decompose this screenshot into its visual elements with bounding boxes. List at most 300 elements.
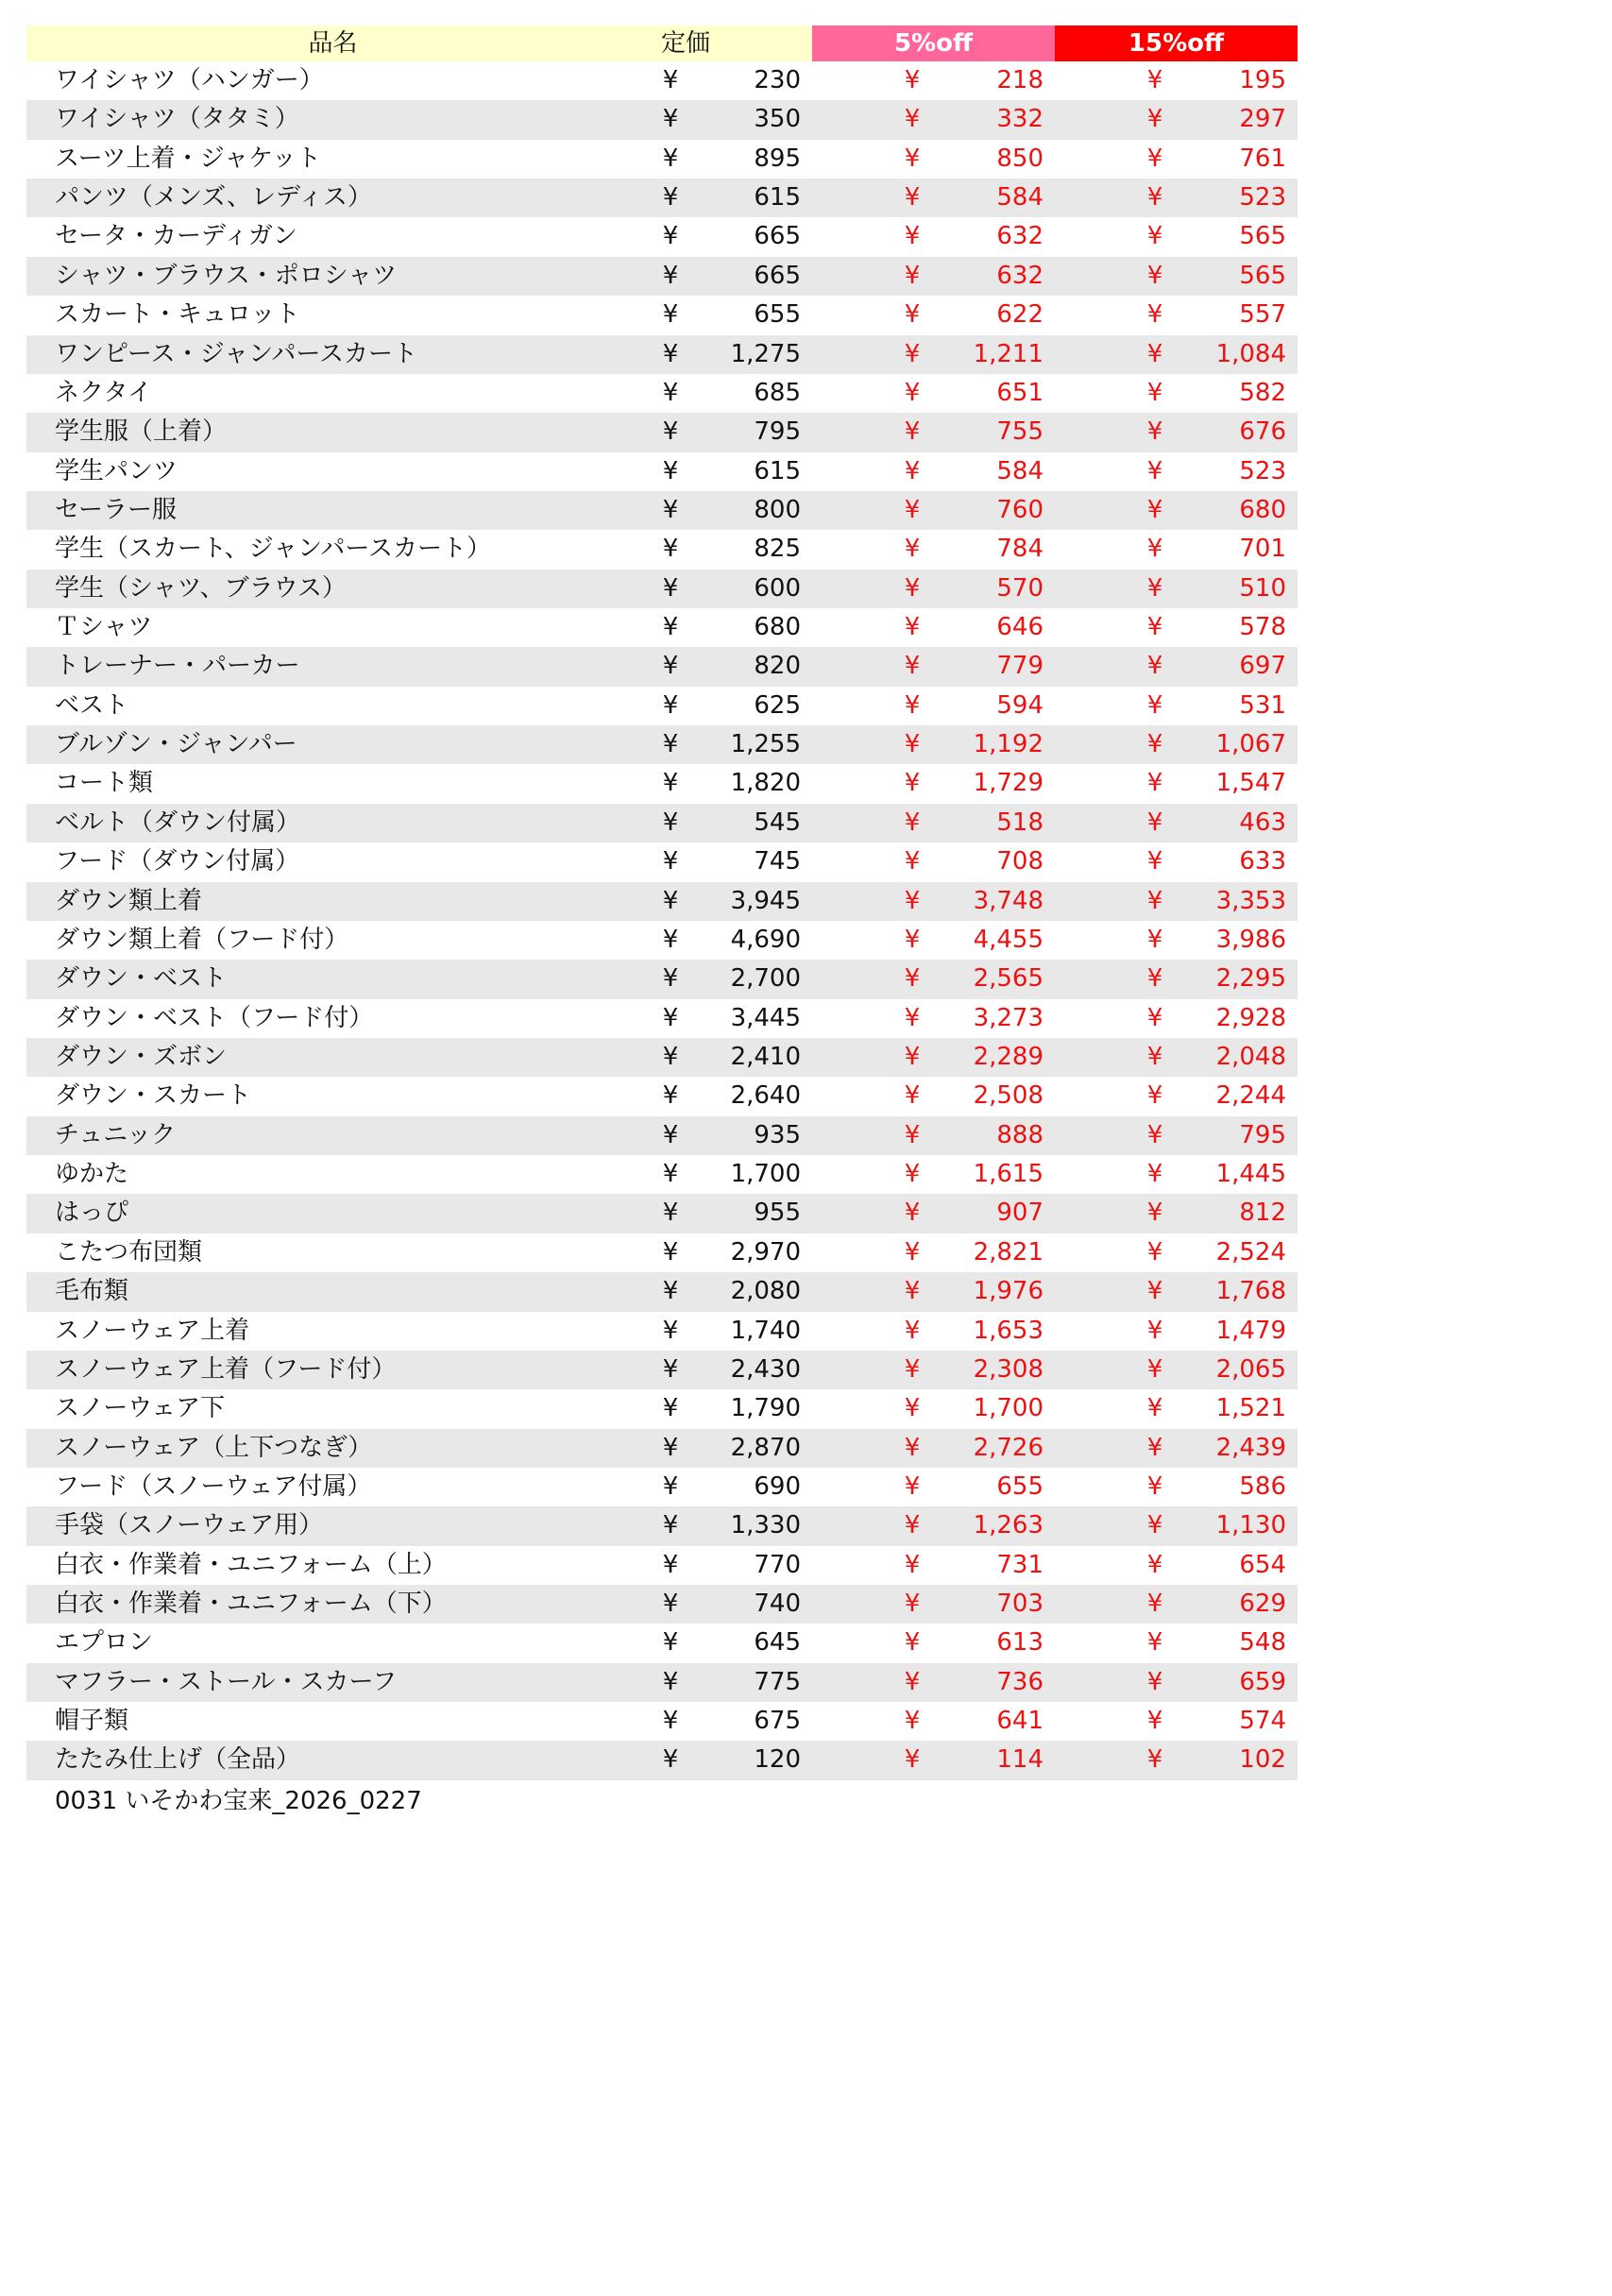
yen-symbol: ¥ [662, 144, 679, 173]
price-5-off-value: 760 [996, 495, 1044, 524]
price-15-off-value: 548 [1239, 1628, 1286, 1658]
table-row [26, 257, 1298, 296]
price-5-off-cell [812, 1429, 1055, 1468]
item-name: スノーウェア（上下つなぎ） [55, 1433, 373, 1462]
list-price-value: 1,275 [730, 339, 801, 368]
list-price-value: 680 [754, 613, 801, 642]
price-15-off-value: 102 [1239, 1745, 1286, 1775]
price-15-off-value: 1,521 [1215, 1394, 1286, 1423]
yen-symbol: ¥ [662, 1237, 679, 1267]
yen-symbol: ¥ [1146, 300, 1163, 330]
yen-symbol: ¥ [1146, 847, 1163, 876]
item-name: フード（ダウン付属） [55, 847, 300, 876]
list-price-cell [658, 1702, 812, 1741]
yen-symbol: ¥ [1146, 964, 1163, 994]
yen-symbol: ¥ [662, 339, 679, 368]
yen-symbol: ¥ [904, 495, 921, 524]
price-5-off-value: 2,726 [973, 1433, 1044, 1462]
price-5-off-value: 2,508 [973, 1081, 1044, 1111]
list-price-cell [658, 1038, 812, 1077]
price-5-off-value: 1,700 [973, 1394, 1044, 1423]
item-name: シャツ・ブラウス・ポロシャツ [55, 261, 398, 290]
price-15-off-value: 582 [1239, 378, 1286, 407]
yen-symbol: ¥ [904, 1707, 921, 1736]
price-5-off-cell [812, 100, 1055, 139]
price-5-off-cell [812, 1116, 1055, 1155]
item-name: チュニック [55, 1120, 177, 1149]
yen-symbol: ¥ [662, 1120, 679, 1149]
item-name: たたみ仕上げ（全品） [55, 1745, 301, 1775]
price-15-off-cell [1055, 140, 1298, 179]
table-row [26, 374, 1298, 413]
list-price-value: 955 [754, 1199, 801, 1228]
table-row [26, 491, 1298, 530]
list-price-value: 655 [754, 300, 801, 330]
table-row [26, 1194, 1298, 1233]
yen-symbol: ¥ [904, 378, 921, 407]
table-row [26, 999, 1298, 1038]
list-price-value: 1,740 [730, 1316, 801, 1345]
yen-symbol: ¥ [1146, 1160, 1163, 1189]
price-5-off-cell [812, 687, 1055, 725]
yen-symbol: ¥ [904, 66, 921, 94]
item-name: ネクタイ [55, 378, 152, 407]
yen-symbol: ¥ [662, 417, 679, 447]
yen-symbol: ¥ [904, 1433, 921, 1462]
item-name: スーツ上着・ジャケット [55, 144, 321, 173]
yen-symbol: ¥ [1146, 183, 1163, 213]
list-price-value: 2,080 [730, 1277, 801, 1306]
yen-symbol: ¥ [1146, 808, 1163, 837]
yen-symbol: ¥ [904, 573, 921, 603]
table-row [26, 140, 1298, 179]
yen-symbol: ¥ [1146, 456, 1163, 485]
price-5-off-value: 641 [996, 1707, 1044, 1736]
price-5-off-cell [812, 1312, 1055, 1351]
price-15-off-value: 654 [1239, 1550, 1286, 1579]
price-5-off-value: 613 [996, 1628, 1044, 1658]
yen-symbol: ¥ [904, 1745, 921, 1775]
price-5-off-cell [812, 257, 1055, 296]
price-5-off-value: 646 [996, 613, 1044, 642]
list-price-value: 645 [754, 1628, 801, 1658]
price-5-off-cell [812, 296, 1055, 334]
price-5-off-value: 755 [996, 417, 1044, 447]
price-15-off-cell [1055, 842, 1298, 881]
list-price-value: 120 [754, 1745, 801, 1775]
yen-symbol: ¥ [662, 886, 679, 915]
table-row [26, 687, 1298, 725]
price-5-off-cell [812, 217, 1055, 256]
yen-symbol: ¥ [904, 300, 921, 330]
item-name: 毛布類 [55, 1277, 129, 1306]
price-5-off-cell [812, 491, 1055, 530]
price-15-off-value: 680 [1239, 495, 1286, 524]
price-5-off-value: 2,308 [973, 1354, 1044, 1384]
price-5-off-cell [812, 999, 1055, 1038]
item-name: ブルゾン・ジャンパー [55, 730, 297, 759]
table-row [26, 217, 1298, 256]
price-5-off-value: 708 [996, 847, 1044, 876]
yen-symbol: ¥ [1146, 1199, 1163, 1228]
list-price-cell [658, 530, 812, 569]
yen-symbol: ¥ [1146, 66, 1163, 94]
price-5-off-cell [812, 882, 1055, 921]
item-name: こたつ布団類 [55, 1237, 203, 1267]
yen-symbol: ¥ [904, 613, 921, 642]
list-price-value: 2,970 [730, 1237, 801, 1267]
price-15-off-value: 565 [1239, 222, 1286, 251]
price-15-off-cell [1055, 687, 1298, 725]
price-5-off-cell [812, 960, 1055, 998]
list-price-cell [658, 374, 812, 413]
table-row [26, 1312, 1298, 1351]
header-5-percent-off: 5%off [812, 26, 1055, 61]
price-15-off-value: 557 [1239, 300, 1286, 330]
list-price-cell [658, 570, 812, 608]
price-5-off-cell [812, 1233, 1055, 1272]
price-5-off-cell [812, 335, 1055, 374]
list-price-cell [658, 1272, 812, 1311]
yen-symbol: ¥ [662, 1199, 679, 1228]
price-5-off-cell [812, 1038, 1055, 1077]
price-15-off-value: 1,067 [1215, 730, 1286, 759]
list-price-cell [658, 1506, 812, 1545]
price-15-off-value: 629 [1239, 1590, 1286, 1619]
price-15-off-cell [1055, 61, 1298, 100]
list-price-value: 1,790 [730, 1394, 801, 1423]
item-name: フード（スノーウェア付属） [55, 1471, 372, 1501]
yen-symbol: ¥ [1146, 144, 1163, 173]
list-price-cell [658, 1312, 812, 1351]
list-price-cell [658, 257, 812, 296]
list-price-value: 615 [754, 183, 801, 213]
price-15-off-cell [1055, 608, 1298, 647]
list-price-cell [658, 608, 812, 647]
price-15-off-value: 523 [1239, 456, 1286, 485]
yen-symbol: ¥ [904, 847, 921, 876]
list-price-value: 800 [754, 495, 801, 524]
price-15-off-cell [1055, 1272, 1298, 1311]
list-price-cell [658, 452, 812, 491]
list-price-cell [658, 1429, 812, 1468]
yen-symbol: ¥ [662, 652, 679, 681]
yen-symbol: ¥ [662, 535, 679, 564]
list-price-cell [658, 1389, 812, 1428]
price-5-off-value: 1,976 [973, 1277, 1044, 1306]
price-5-off-value: 584 [996, 456, 1044, 485]
yen-symbol: ¥ [662, 1354, 679, 1384]
list-price-cell [658, 1155, 812, 1194]
yen-symbol: ¥ [904, 144, 921, 173]
table-row [26, 960, 1298, 998]
price-5-off-cell [812, 1155, 1055, 1194]
price-15-off-value: 701 [1239, 535, 1286, 564]
price-15-off-cell [1055, 1702, 1298, 1741]
yen-symbol: ¥ [1146, 222, 1163, 251]
yen-symbol: ¥ [662, 690, 679, 720]
price-15-off-value: 2,439 [1215, 1433, 1286, 1462]
price-15-off-value: 676 [1239, 417, 1286, 447]
price-15-off-value: 1,768 [1215, 1277, 1286, 1306]
price-5-off-cell [812, 1077, 1055, 1115]
price-15-off-cell [1055, 725, 1298, 764]
price-5-off-value: 3,273 [973, 1003, 1044, 1032]
yen-symbol: ¥ [1146, 1667, 1163, 1696]
yen-symbol: ¥ [1146, 1590, 1163, 1619]
price-15-off-cell [1055, 179, 1298, 217]
price-5-off-cell [812, 1585, 1055, 1624]
list-price-value: 895 [754, 144, 801, 173]
price-5-off-value: 736 [996, 1667, 1044, 1696]
price-15-off-value: 578 [1239, 613, 1286, 642]
table-row [26, 1116, 1298, 1155]
yen-symbol: ¥ [904, 535, 921, 564]
price-5-off-value: 632 [996, 261, 1044, 290]
table-row [26, 764, 1298, 803]
table-row [26, 882, 1298, 921]
table-row [26, 1663, 1298, 1702]
list-price-cell [658, 413, 812, 451]
price-5-off-cell [812, 530, 1055, 569]
price-5-off-value: 731 [996, 1550, 1044, 1579]
yen-symbol: ¥ [904, 1628, 921, 1658]
item-name: スカート・キュロット [55, 300, 300, 330]
item-name: セーラー服 [55, 495, 177, 524]
list-price-value: 3,945 [730, 886, 801, 915]
price-5-off-value: 784 [996, 535, 1044, 564]
price-5-off-cell [812, 842, 1055, 881]
price-15-off-value: 510 [1239, 573, 1286, 603]
list-price-cell [658, 999, 812, 1038]
table-row [26, 61, 1298, 100]
price-15-off-cell [1055, 647, 1298, 686]
table-row [26, 179, 1298, 217]
yen-symbol: ¥ [662, 66, 679, 94]
item-name: 学生（シャツ、ブラウス） [55, 573, 347, 603]
price-15-off-cell [1055, 999, 1298, 1038]
yen-symbol: ¥ [662, 495, 679, 524]
yen-symbol: ¥ [904, 105, 921, 134]
item-name: ベルト（ダウン付属） [55, 808, 301, 837]
item-name: 帽子類 [55, 1707, 129, 1736]
item-name: スノーウェア下 [55, 1394, 226, 1423]
table-row [26, 1429, 1298, 1468]
yen-symbol: ¥ [904, 1160, 921, 1189]
price-5-off-cell [812, 1663, 1055, 1702]
price-15-off-cell [1055, 1546, 1298, 1585]
yen-symbol: ¥ [662, 573, 679, 603]
yen-symbol: ¥ [662, 456, 679, 485]
item-name: Ｔシャツ [55, 613, 153, 642]
yen-symbol: ¥ [662, 1511, 679, 1540]
item-name: コート類 [55, 769, 154, 798]
yen-symbol: ¥ [662, 1277, 679, 1306]
price-15-off-cell [1055, 257, 1298, 296]
yen-symbol: ¥ [1146, 769, 1163, 798]
list-price-cell [658, 1077, 812, 1115]
list-price-value: 2,430 [730, 1354, 801, 1384]
yen-symbol: ¥ [662, 1745, 679, 1775]
list-price-cell [658, 725, 812, 764]
price-5-off-value: 2,289 [973, 1042, 1044, 1071]
yen-symbol: ¥ [904, 1316, 921, 1345]
list-price-cell [658, 1351, 812, 1389]
price-5-off-value: 779 [996, 652, 1044, 681]
price-15-off-cell [1055, 1077, 1298, 1115]
list-price-value: 1,330 [730, 1511, 801, 1540]
yen-symbol: ¥ [1146, 925, 1163, 954]
table-row [26, 842, 1298, 881]
yen-symbol: ¥ [1146, 495, 1163, 524]
list-price-cell [658, 335, 812, 374]
yen-symbol: ¥ [1146, 261, 1163, 290]
yen-symbol: ¥ [904, 1394, 921, 1423]
price-5-off-value: 632 [996, 222, 1044, 251]
price-15-off-cell [1055, 1429, 1298, 1468]
table-row [26, 413, 1298, 451]
price-5-off-value: 594 [996, 690, 1044, 720]
item-name: エプロン [55, 1628, 154, 1658]
price-5-off-cell [812, 608, 1055, 647]
price-15-off-value: 1,445 [1215, 1160, 1286, 1189]
table-row [26, 335, 1298, 374]
price-15-off-cell [1055, 882, 1298, 921]
yen-symbol: ¥ [904, 1354, 921, 1384]
table-row [26, 608, 1298, 647]
item-name: マフラー・ストール・スカーフ [55, 1667, 398, 1696]
price-15-off-value: 697 [1239, 652, 1286, 681]
yen-symbol: ¥ [904, 690, 921, 720]
yen-symbol: ¥ [662, 847, 679, 876]
sheet-footer-label: 0031 いそかわ宝来_2026_0227 [55, 1787, 422, 1815]
price-15-off-cell [1055, 921, 1298, 960]
yen-symbol: ¥ [904, 964, 921, 994]
price-5-off-value: 651 [996, 378, 1044, 407]
yen-symbol: ¥ [904, 730, 921, 759]
table-row [26, 1351, 1298, 1389]
yen-symbol: ¥ [904, 261, 921, 290]
price-15-off-value: 531 [1239, 690, 1286, 720]
item-name: 白衣・作業着・ユニフォーム（下） [55, 1590, 447, 1619]
price-5-off-cell [812, 1702, 1055, 1741]
price-15-off-cell [1055, 1741, 1298, 1779]
list-price-cell [658, 1546, 812, 1585]
price-5-off-cell [812, 804, 1055, 842]
price-15-off-value: 195 [1239, 66, 1286, 94]
item-name: スノーウェア上着 [55, 1316, 250, 1345]
price-5-off-value: 218 [996, 66, 1044, 94]
list-price-value: 1,700 [730, 1160, 801, 1189]
price-5-off-value: 907 [996, 1199, 1044, 1228]
header-item-name [26, 26, 658, 61]
item-name: ダウン類上着 [55, 886, 203, 915]
price-15-off-cell [1055, 1155, 1298, 1194]
table-row [26, 1272, 1298, 1311]
yen-symbol: ¥ [1146, 652, 1163, 681]
yen-symbol: ¥ [1146, 1707, 1163, 1736]
yen-symbol: ¥ [662, 964, 679, 994]
yen-symbol: ¥ [662, 261, 679, 290]
yen-symbol: ¥ [662, 1394, 679, 1423]
price-5-off-cell [812, 1389, 1055, 1428]
yen-symbol: ¥ [1146, 886, 1163, 915]
price-15-off-value: 1,084 [1215, 339, 1286, 368]
list-price-cell [658, 1585, 812, 1624]
price-15-off-value: 2,928 [1215, 1003, 1286, 1032]
price-5-off-cell [812, 1194, 1055, 1233]
price-15-off-cell [1055, 530, 1298, 569]
price-5-off-value: 4,455 [973, 925, 1044, 954]
item-name: ゆかた [55, 1160, 129, 1189]
item-name: スノーウェア上着（フード付） [55, 1354, 397, 1384]
list-price-value: 775 [754, 1667, 801, 1696]
list-price-value: 350 [754, 105, 801, 134]
list-price-value: 230 [754, 66, 801, 94]
yen-symbol: ¥ [904, 417, 921, 447]
list-price-cell [658, 491, 812, 530]
price-15-off-value: 463 [1239, 808, 1286, 837]
yen-symbol: ¥ [662, 1160, 679, 1189]
item-name: ダウン類上着（フード付） [55, 925, 349, 954]
yen-symbol: ¥ [662, 1707, 679, 1736]
yen-symbol: ¥ [662, 183, 679, 213]
price-15-off-cell [1055, 1585, 1298, 1624]
price-5-off-cell [812, 725, 1055, 764]
price-15-off-value: 3,986 [1215, 925, 1286, 954]
list-price-cell [658, 1233, 812, 1272]
yen-symbol: ¥ [1146, 1433, 1163, 1462]
price-15-off-value: 1,547 [1215, 769, 1286, 798]
list-price-cell [658, 140, 812, 179]
list-price-cell [658, 921, 812, 960]
table-header [26, 26, 1298, 61]
yen-symbol: ¥ [904, 456, 921, 485]
yen-symbol: ¥ [1146, 1237, 1163, 1267]
list-price-value: 690 [754, 1471, 801, 1501]
yen-symbol: ¥ [904, 808, 921, 837]
price-15-off-cell [1055, 1663, 1298, 1702]
item-name: 手袋（スノーウェア用） [55, 1511, 324, 1540]
price-15-off-value: 2,065 [1215, 1354, 1286, 1384]
yen-symbol: ¥ [904, 886, 921, 915]
table-row [26, 1702, 1298, 1741]
header-list-price [658, 26, 812, 61]
item-name: ダウン・ズボン [55, 1042, 228, 1071]
price-15-off-cell [1055, 452, 1298, 491]
yen-symbol: ¥ [904, 1237, 921, 1267]
price-5-off-value: 114 [996, 1745, 1044, 1775]
yen-symbol: ¥ [662, 1667, 679, 1696]
price-15-off-cell [1055, 570, 1298, 608]
header-15-percent-off: 15%off [1055, 26, 1298, 61]
list-price-value: 795 [754, 417, 801, 447]
yen-symbol: ¥ [904, 1003, 921, 1032]
list-price-value: 825 [754, 535, 801, 564]
table-row [26, 570, 1298, 608]
price-15-off-cell [1055, 764, 1298, 803]
price-5-off-value: 518 [996, 808, 1044, 837]
yen-symbol: ¥ [662, 1628, 679, 1658]
yen-symbol: ¥ [1146, 1277, 1163, 1306]
table-row [26, 530, 1298, 569]
price-15-off-cell [1055, 1194, 1298, 1233]
yen-symbol: ¥ [904, 1042, 921, 1071]
table-row [26, 1155, 1298, 1194]
price-5-off-cell [812, 1506, 1055, 1545]
yen-symbol: ¥ [1146, 1354, 1163, 1384]
yen-symbol: ¥ [904, 1277, 921, 1306]
